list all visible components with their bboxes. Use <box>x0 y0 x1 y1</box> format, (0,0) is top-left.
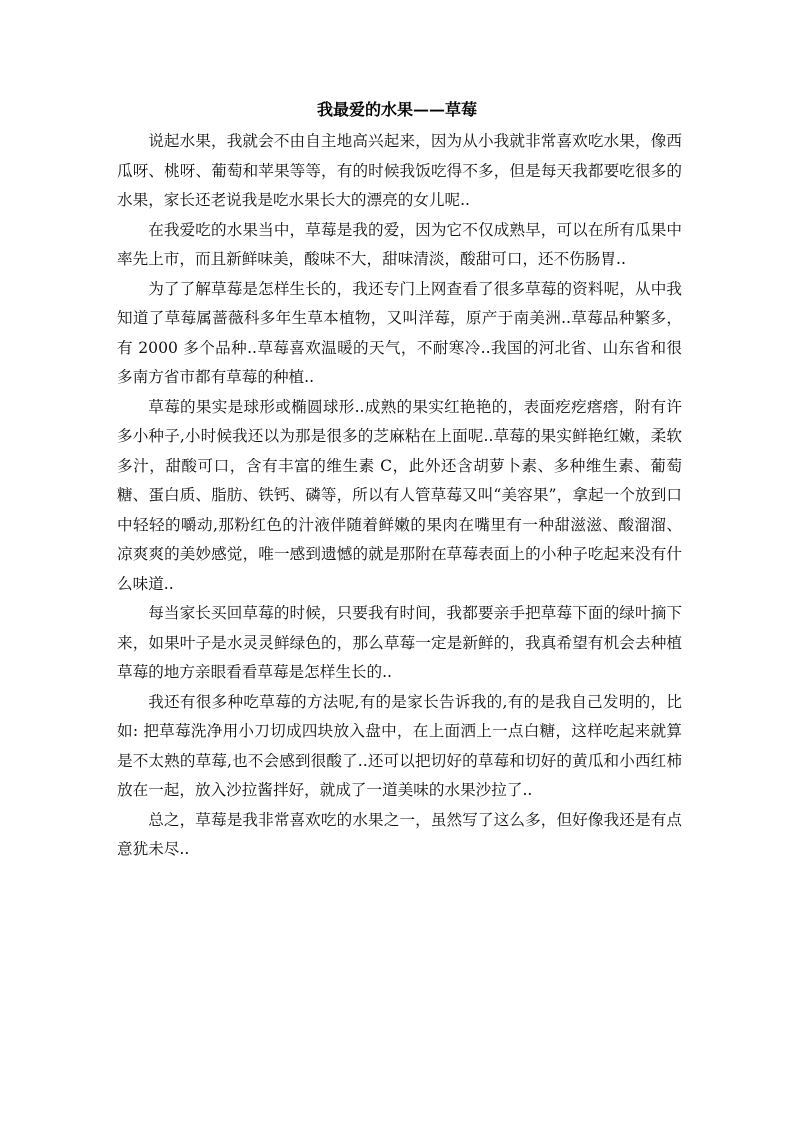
paragraph-1: 说起水果，我就会不由自主地高兴起来，因为从小我就非常喜欢吃水果，像西瓜呀、桃呀、葡萄和苹果等等，有的时候我饭吃得不多，但是每天我都要吃很多的水果，家长还老说我是吃水果长大的漂亮的女儿呢.. <box>117 132 682 209</box>
paragraph-3: 为了了解草莓是怎样生长的，我还专门上网查看了很多草莓的资料呢，从中我知道了草莓属蔷薇科多年生草本植物，又叫洋莓，原产于南美洲..草莓品种繁多，有 2000 多个品种..草莓喜欢温暖的天气，不耐寒冷..我国的河北省、山东省和很多南方省市都有草莓的种植.. <box>117 279 682 386</box>
paragraph-5: 每当家长买回草莓的时候，只要我有时间，我都要亲手把草莓下面的绿叶摘下来，如果叶子是水灵灵鲜绿色的，那么草莓一定是新鲜的，我真希望有机会去种植草莓的地方亲眼看看草莓是怎样生长的.. <box>117 604 682 681</box>
document-body <box>117 127 682 865</box>
paragraph-6: 我还有很多种吃草莓的方法呢,有的是家长告诉我的,有的是我自己发明的，比如: 把草莓洗净用小刀切成四块放入盘中，在上面洒上一点白糖，这样吃起来就算是不太熟的草莓,也不会感到很酸了..还可以把切好的草莓和切好的黄瓜和小西红柿放在一起，放入沙拉酱拌好，就成了一道美味的水果沙拉了.. <box>117 692 682 799</box>
document-title: 我最爱的水果——草莓 <box>316 100 477 119</box>
paragraph-2: 在我爱吃的水果当中，草莓是我的爱，因为它不仅成熟早，可以在所有瓜果中率先上市，而且新鲜味美，酸味不大，甜味清淡，酸甜可口，还不伤肠胃.. <box>117 220 682 268</box>
paragraph-7: 总之，草莓是我非常喜欢吃的水果之一，虽然写了这么多，但好像我还是有点意犹未尽.. <box>117 810 682 858</box>
paragraph-4: 草莓的果实是球形或椭圆球形..成熟的果实红艳艳的，表面疙疙瘩瘩，附有许多小种子,小时候我还以为那是很多的芝麻粘在上面呢..草莓的果实鲜艳红嫩，柔软多汁，甜酸可口，含有丰富的维生素 C，此外还含胡萝卜素、多种维生素、葡萄糖、蛋白质、脂肪、铁钙、磷等，所以有人管草莓又叫“美容果”，拿起一个放到口中轻轻的嚼动,那粉红色的汁液伴随着鲜嫩的果肉在嘴里有一种甜滋滋、酸溜溜、凉爽爽的美妙感觉，唯一感到遗憾的就是那附在草莓表面上的小种子吃起来没有什么味道.. <box>117 397 682 593</box>
